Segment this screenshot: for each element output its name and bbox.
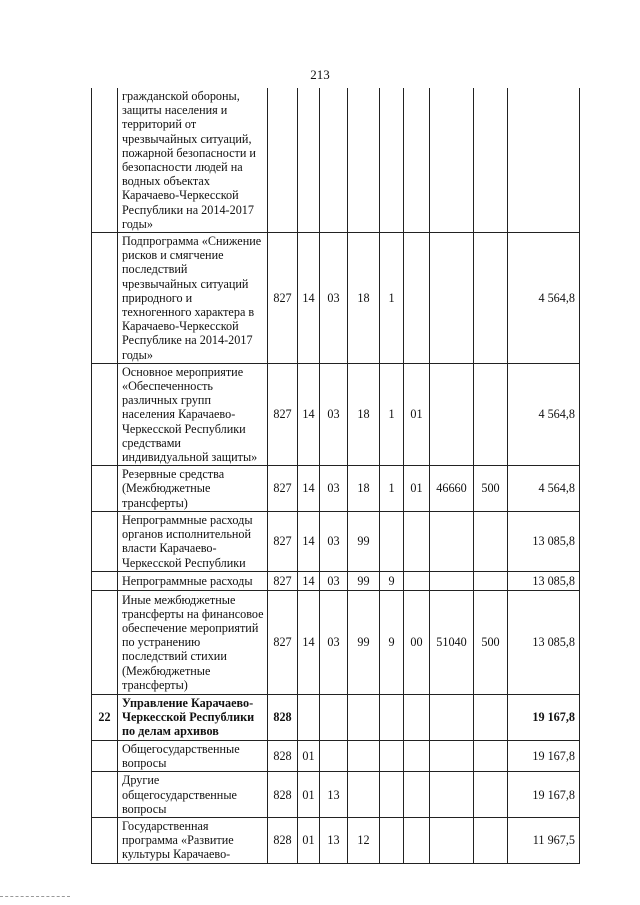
- section-code: 14: [298, 511, 320, 571]
- subprogram-code: [380, 772, 404, 818]
- program-code: [348, 88, 380, 233]
- program-code: 12: [348, 817, 380, 863]
- program-code: [348, 740, 380, 771]
- subsection-code: 03: [320, 590, 348, 694]
- amount: 4 564,8: [508, 466, 580, 512]
- row-name: Общегосударственные вопросы: [118, 740, 268, 771]
- subprogram-code: 1: [380, 363, 404, 465]
- subsection-code: 13: [320, 772, 348, 818]
- activity-code: [404, 88, 430, 233]
- section-code: 14: [298, 571, 320, 590]
- direction-code: [430, 363, 474, 465]
- row-index: [92, 511, 118, 571]
- activity-code: [404, 694, 430, 740]
- amount: 19 167,8: [508, 772, 580, 818]
- row-name: Другие общегосударственные вопросы: [118, 772, 268, 818]
- expense-type-code: [474, 88, 508, 233]
- activity-code: 01: [404, 363, 430, 465]
- activity-code: [404, 817, 430, 863]
- subprogram-code: [380, 511, 404, 571]
- table-row: [92, 740, 580, 771]
- subsection-code: 03: [320, 511, 348, 571]
- program-code: [348, 694, 380, 740]
- direction-code: [430, 511, 474, 571]
- row-index: [92, 233, 118, 364]
- amount: 19 167,8: [508, 694, 580, 740]
- subsection-code: [320, 740, 348, 771]
- ved-code: 828: [268, 817, 298, 863]
- row-index: [92, 466, 118, 512]
- activity-code: [404, 233, 430, 364]
- subprogram-code: 9: [380, 590, 404, 694]
- amount: 13 085,8: [508, 571, 580, 590]
- subsection-code: 03: [320, 571, 348, 590]
- amount: 11 967,5: [508, 817, 580, 863]
- ved-code: 827: [268, 590, 298, 694]
- section-code: 14: [298, 466, 320, 512]
- ved-code: 828: [268, 740, 298, 771]
- expense-type-code: [474, 571, 508, 590]
- ved-code: 827: [268, 511, 298, 571]
- section-code: 14: [298, 590, 320, 694]
- expense-type-code: [474, 233, 508, 364]
- program-code: 18: [348, 233, 380, 364]
- section-code: 01: [298, 740, 320, 771]
- section-code: 01: [298, 817, 320, 863]
- direction-code: [430, 571, 474, 590]
- direction-code: [430, 233, 474, 364]
- budget-table: [91, 88, 580, 864]
- row-index: [92, 88, 118, 233]
- subprogram-code: 1: [380, 466, 404, 512]
- scan-edge-divider: [0, 896, 70, 897]
- activity-code: [404, 740, 430, 771]
- program-code: 18: [348, 466, 380, 512]
- row-name: гражданской обороны, защиты населения и территорий от чрезвычайных ситуаций, пожарной безопасности и безопасности людей на водных объектах Карачаево-Черкесской Республики на 2014-2017 годы»: [118, 88, 268, 233]
- subprogram-code: [380, 817, 404, 863]
- ved-code: [268, 88, 298, 233]
- expense-type-code: [474, 694, 508, 740]
- expense-type-code: [474, 817, 508, 863]
- amount: 19 167,8: [508, 740, 580, 771]
- section-code: 14: [298, 363, 320, 465]
- row-name: Непрограммные расходы: [118, 571, 268, 590]
- row-name: Непрограммные расходы органов исполнительной власти Карачаево-Черкесской Республики: [118, 511, 268, 571]
- ved-code: 827: [268, 571, 298, 590]
- subprogram-code: [380, 740, 404, 771]
- expense-type-code: 500: [474, 466, 508, 512]
- subsection-code: [320, 88, 348, 233]
- subprogram-code: [380, 88, 404, 233]
- expense-type-code: [474, 363, 508, 465]
- page-number: 213: [310, 67, 330, 82]
- row-index: [92, 590, 118, 694]
- section-code: 14: [298, 233, 320, 364]
- subprogram-code: 9: [380, 571, 404, 590]
- direction-code: [430, 817, 474, 863]
- subsection-code: [320, 694, 348, 740]
- amount: 13 085,8: [508, 590, 580, 694]
- row-name: Резервные средства (Межбюджетные трансферты): [118, 466, 268, 512]
- section-code: [298, 694, 320, 740]
- direction-code: [430, 88, 474, 233]
- expense-type-code: 500: [474, 590, 508, 694]
- activity-code: [404, 511, 430, 571]
- section-code: [298, 88, 320, 233]
- amount: 4 564,8: [508, 363, 580, 465]
- program-code: 18: [348, 363, 380, 465]
- program-code: 99: [348, 571, 380, 590]
- activity-code: [404, 772, 430, 818]
- table-row: [92, 817, 580, 863]
- subprogram-code: [380, 694, 404, 740]
- subprogram-code: 1: [380, 233, 404, 364]
- subsection-code: 13: [320, 817, 348, 863]
- direction-code: 46660: [430, 466, 474, 512]
- subsection-code: 03: [320, 363, 348, 465]
- table-row: [92, 363, 580, 465]
- row-index: [92, 817, 118, 863]
- program-code: 99: [348, 511, 380, 571]
- activity-code: 00: [404, 590, 430, 694]
- row-index: [92, 363, 118, 465]
- section-code: 01: [298, 772, 320, 818]
- table-row: [92, 590, 580, 694]
- row-index: [92, 772, 118, 818]
- expense-type-code: [474, 740, 508, 771]
- amount: 4 564,8: [508, 233, 580, 364]
- ved-code: 828: [268, 694, 298, 740]
- program-code: 99: [348, 590, 380, 694]
- ved-code: 827: [268, 466, 298, 512]
- ved-code: 827: [268, 233, 298, 364]
- expense-type-code: [474, 772, 508, 818]
- table-row: [92, 772, 580, 818]
- row-index: 22: [92, 694, 118, 740]
- row-name: Управление Карачаево-Черкесской Республики по делам архивов: [118, 694, 268, 740]
- subsection-code: 03: [320, 233, 348, 364]
- table-row: [92, 88, 580, 233]
- row-index: [92, 571, 118, 590]
- row-name: Основное мероприятие «Обеспеченность различных групп населения Карачаево-Черкесской Республики средствами индивидуальной защиты»: [118, 363, 268, 465]
- amount: 13 085,8: [508, 511, 580, 571]
- expense-type-code: [474, 511, 508, 571]
- ved-code: 828: [268, 772, 298, 818]
- row-name: Иные межбюджетные трансферты на финансовое обеспечение мероприятий по устранению последствий стихии (Межбюджетные трансферты): [118, 590, 268, 694]
- amount: [508, 88, 580, 233]
- row-index: [92, 740, 118, 771]
- program-code: [348, 772, 380, 818]
- subsection-code: 03: [320, 466, 348, 512]
- direction-code: 51040: [430, 590, 474, 694]
- direction-code: [430, 740, 474, 771]
- row-name: Государственная программа «Развитие культуры Карачаево-: [118, 817, 268, 863]
- table-row: [92, 694, 580, 740]
- table-row: [92, 466, 580, 512]
- row-name: Подпрограмма «Снижение рисков и смягчение последствий чрезвычайных ситуаций природного и техногенного характера в Карачаево-Черкесской Республике на 2014-2017 годы»: [118, 233, 268, 364]
- table-row: [92, 571, 580, 590]
- activity-code: 01: [404, 466, 430, 512]
- direction-code: [430, 772, 474, 818]
- activity-code: [404, 571, 430, 590]
- direction-code: [430, 694, 474, 740]
- table-row: [92, 233, 580, 364]
- table-row: [92, 511, 580, 571]
- ved-code: 827: [268, 363, 298, 465]
